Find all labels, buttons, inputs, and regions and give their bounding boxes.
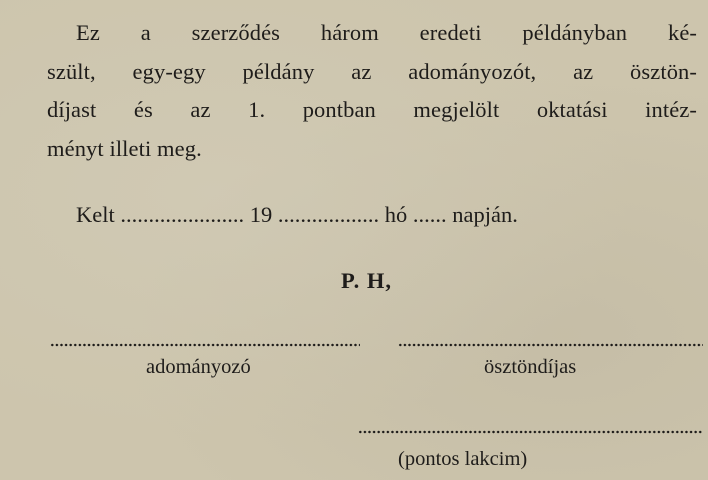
donor-signature-label: adományozó — [146, 356, 251, 378]
date-month-label: hó — [384, 202, 408, 227]
date-place-blank: ...................... — [120, 202, 245, 227]
stamp-place-label: P. H, — [341, 268, 393, 293]
date-year-blank: .................. — [277, 202, 380, 227]
date-day-label: napján. — [452, 202, 518, 227]
date-year-label: 19 — [249, 202, 273, 227]
paragraph-line: díjast és az 1. pontban megjelölt oktatási intéz- — [47, 97, 697, 122]
date-line — [76, 200, 708, 230]
donor-signature-line — [50, 343, 360, 347]
date-kelt-label: Kelt — [76, 202, 115, 227]
address-label: (pontos lakcim) — [398, 448, 528, 470]
date-day-blank: ...... — [412, 202, 447, 227]
paragraph-line: szült, egy-egy példány az adományozót, az ösztön- — [47, 58, 697, 84]
paragraph-line: ményt illeti meg. — [47, 135, 202, 161]
paragraph-line: Ez a szerződés három eredeti példányban ké- — [76, 20, 697, 45]
contract-paragraph — [47, 14, 697, 168]
scholar-signature-line — [398, 343, 703, 347]
address-line — [358, 430, 703, 434]
scholar-signature-label: ösztöndíjas — [484, 356, 577, 378]
